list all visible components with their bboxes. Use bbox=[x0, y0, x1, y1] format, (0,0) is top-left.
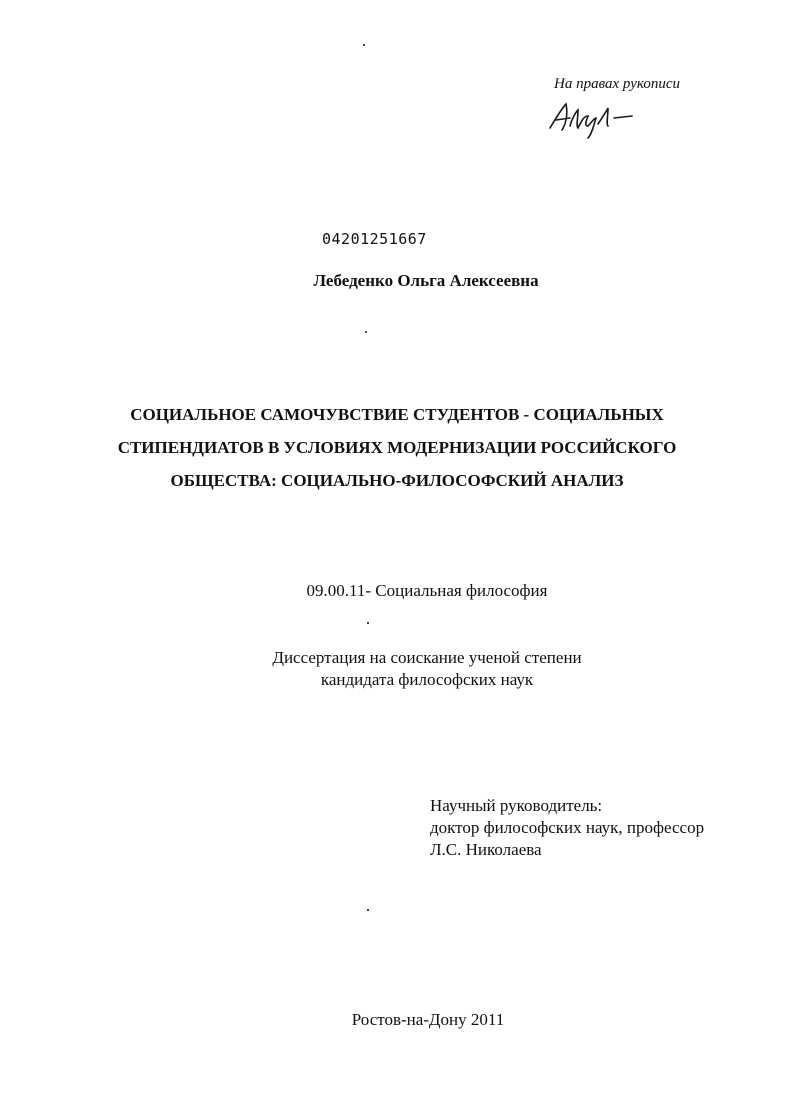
specialty-code: 09.00.11- Социальная философия bbox=[306, 581, 548, 600]
scan-speck bbox=[367, 622, 369, 624]
title-line: ОБЩЕСТВА: СОЦИАЛЬНО-ФИЛОСОФСКИЙ АНАЛИЗ bbox=[170, 471, 624, 490]
scan-speck bbox=[363, 44, 365, 46]
supervisor-name: Л.С. Николаева bbox=[430, 840, 542, 859]
author-name: Лебеденко Ольга Алексеевна bbox=[313, 271, 539, 290]
title-line: СОЦИАЛЬНОЕ САМОЧУВСТВИЕ СТУДЕНТОВ - СОЦИАЛЬНЫХ bbox=[130, 405, 664, 424]
title-line: СТИПЕНДИАТОВ В УСЛОВИЯХ МОДЕРНИЗАЦИИ РОССИЙСКОГО bbox=[117, 438, 677, 457]
inventory-number: 04201251667 bbox=[322, 230, 427, 248]
degree-statement bbox=[0, 647, 794, 691]
supervisor-block bbox=[430, 795, 770, 861]
place-and-year: Ростов-на-Дону 2011 bbox=[351, 1010, 505, 1029]
degree-line: Диссертация на соискание ученой степени bbox=[272, 648, 582, 667]
scan-speck bbox=[365, 331, 367, 333]
handwritten-signature bbox=[548, 98, 638, 142]
dissertation-title bbox=[60, 398, 734, 497]
scan-speck bbox=[367, 909, 369, 911]
supervisor-rank: доктор философских наук, профессор bbox=[430, 818, 705, 837]
degree-line: кандидата философских наук bbox=[320, 670, 534, 689]
rights-note: На правах рукописи bbox=[554, 76, 680, 92]
supervisor-label: Научный руководитель: bbox=[430, 796, 603, 815]
